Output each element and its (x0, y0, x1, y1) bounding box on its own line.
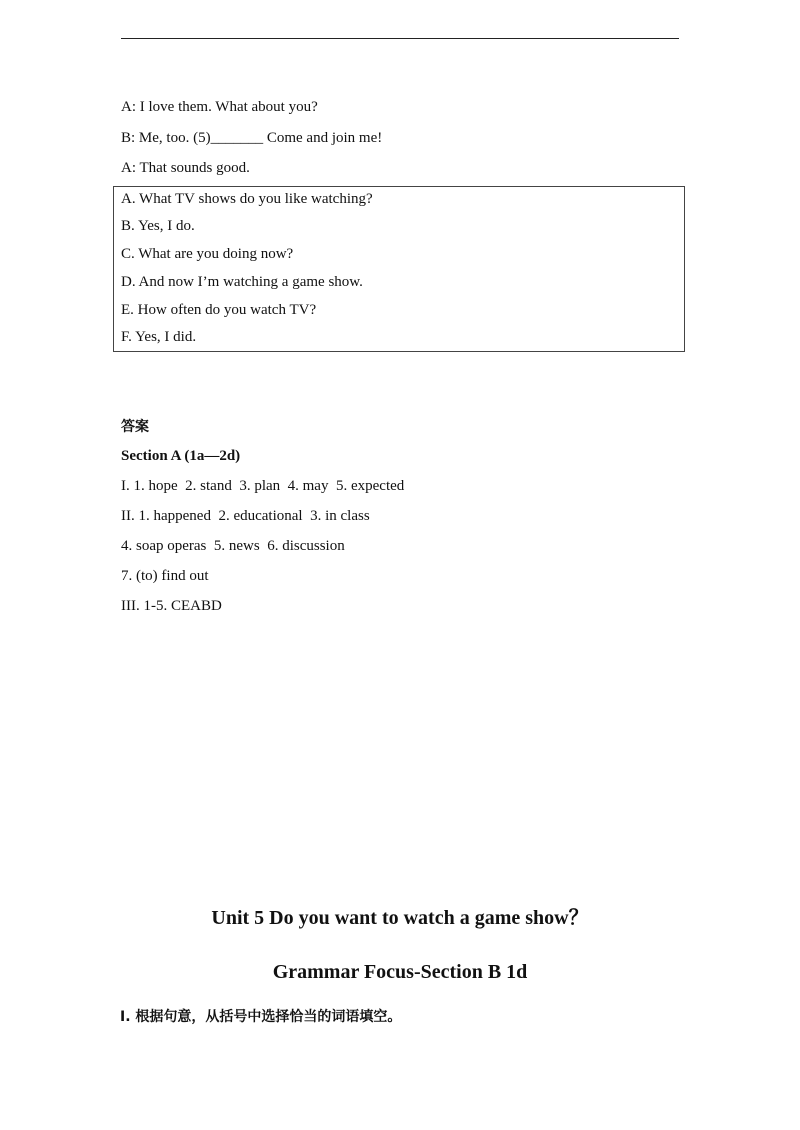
answer-line-3: 4. soap operas 5. news 6. discussion (121, 538, 345, 554)
unit-title: Unit 5 Do you want to watch a game show？ (211, 907, 589, 929)
option-d: D. And now I’m watching a game show. (121, 274, 363, 290)
dialogue-line-b: B: Me, too. (5)_______ Come and join me! (121, 130, 383, 146)
header-rule (121, 38, 679, 39)
answer-line-2: II. 1. happened 2. educational 3. in class (121, 508, 370, 524)
answers-section-label: Section A (1a—2d) (121, 448, 241, 464)
option-a: A. What TV shows do you like watching? (121, 191, 373, 207)
answers-heading: 答案 (121, 419, 149, 435)
option-f: F. Yes, I did. (121, 329, 197, 345)
options-box (113, 186, 685, 352)
option-b: B. Yes, I do. (121, 218, 195, 234)
answer-line-4: 7. (to) find out (121, 568, 209, 584)
dialogue-line-a2: A: That sounds good. (121, 160, 250, 176)
dialogue-line-a1: A: I love them. What about you? (121, 99, 318, 115)
answer-line-5: III. 1-5. CEABD (121, 598, 222, 614)
exercise-instruction: Ⅰ. 根据句意，从括号中选择恰当的词语填空。 (120, 1009, 402, 1025)
option-e: E. How often do you watch TV? (121, 302, 317, 318)
option-c: C. What are you doing now? (121, 246, 294, 262)
answer-line-1: I. 1. hope 2. stand 3. plan 4. may 5. expected (121, 478, 405, 494)
section-title: Grammar Focus-Section B 1d (272, 961, 528, 983)
